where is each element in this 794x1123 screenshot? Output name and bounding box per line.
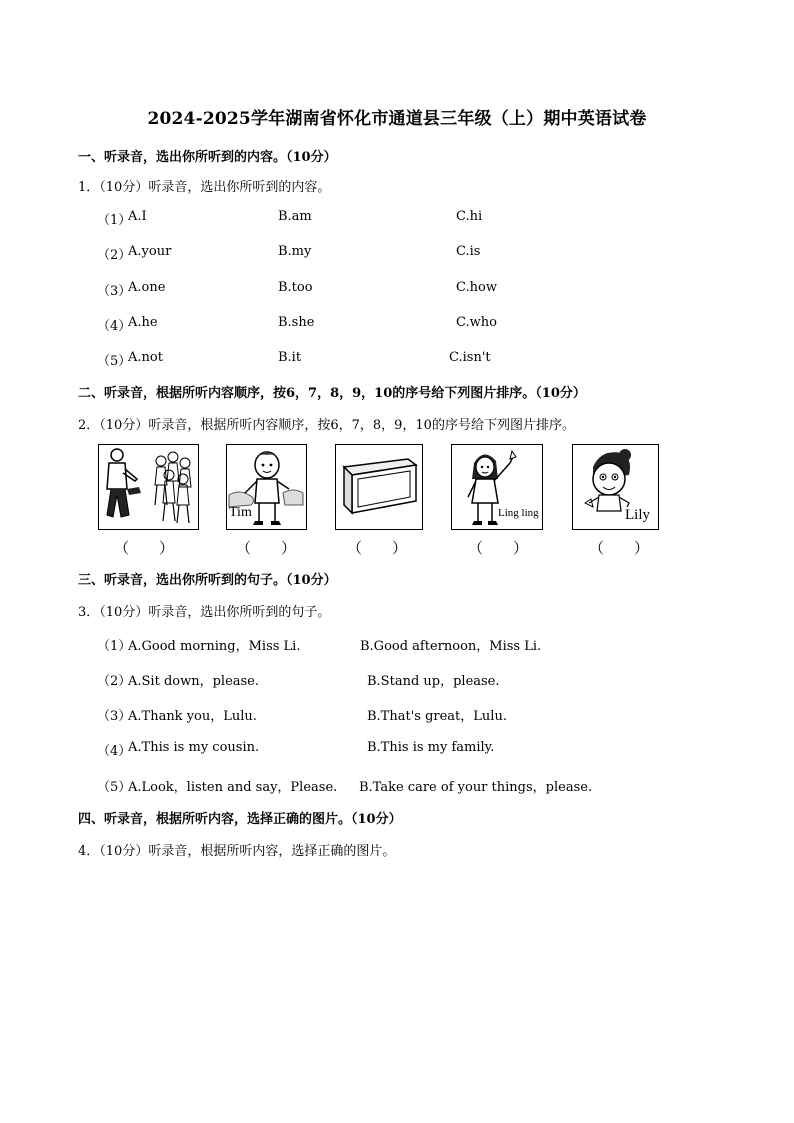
q1-item-3-option-b: B.too — [278, 280, 313, 295]
picture-pencil-box — [335, 444, 423, 530]
q1-item-5-number: （5） — [97, 354, 132, 369]
q1-item-2-option-b: B.my — [278, 244, 312, 259]
answer-blank-picture-3[interactable]: （ ） — [347, 539, 408, 557]
q1-item-3-option-c: C.how — [456, 280, 497, 295]
q3-item-1-number: （1） — [97, 639, 132, 654]
q3-item-4-number: （4） — [97, 744, 132, 759]
section-3-heading: 三、听录音，选出你所听到的句子。（10分） — [78, 573, 337, 588]
answer-blank-picture-1[interactable]: （ ） — [114, 539, 175, 557]
answer-blank-picture-4[interactable]: （ ） — [468, 539, 529, 557]
q3-item-3-number: （3） — [97, 709, 132, 724]
q1-item-5-option-a: A.not — [128, 350, 163, 365]
q1-item-4-option-a: A.he — [128, 315, 158, 330]
q1-item-2-option-a: A.your — [128, 244, 172, 259]
q1-item-4-option-b: B.she — [278, 315, 315, 330]
picture-ling-ling — [451, 444, 543, 530]
q1-item-5-option-c: C.isn't — [449, 350, 491, 365]
section-1-heading: 一、听录音，选出你所听到的内容。（10分） — [78, 150, 337, 165]
teacher-children-drawing — [99, 445, 198, 529]
question-2: 2．（10分）听录音，根据所听内容顺序，按6，7，8，9，10的序号给下列图片排序。 — [78, 418, 575, 433]
q3-item-4-option-a: A.This is my cousin. — [128, 740, 260, 755]
q1-item-1-option-b: B.am — [278, 209, 312, 224]
exam-title: 2024-2025学年湖南省怀化市通道县三年级（上）期中英语试卷 — [147, 109, 647, 129]
q1-item-4-number: （4） — [97, 319, 132, 334]
picture-label-ling-ling: Ling ling — [498, 507, 539, 519]
q3-item-3-option-a: A.Thank you，Lulu. — [128, 709, 257, 724]
section-2-heading: 二、听录音，根据所听内容顺序，按6，7，8，9，10的序号给下列图片排序。（10分） — [78, 386, 586, 401]
picture-label-tim: Tim — [229, 505, 252, 520]
q3-item-1-option-a: A.Good morning，Miss Li. — [128, 639, 301, 654]
q3-item-3-option-b: B.That's great，Lulu. — [367, 709, 507, 724]
picture-teacher-and-children — [98, 444, 199, 530]
question-3: 3．（10分）听录音，选出你所听到的句子。 — [78, 605, 331, 620]
section-4-heading: 四、听录音，根据所听内容，选择正确的图片。（10分） — [78, 812, 402, 827]
picture-lily — [572, 444, 659, 530]
picture-label-lily: Lily — [625, 507, 650, 523]
q1-item-2-option-c: C.is — [456, 244, 481, 259]
picture-tim — [226, 444, 307, 530]
q3-item-5-option-a: A.Look，listen and say，Please. — [128, 780, 338, 795]
q1-item-1-option-a: A.I — [128, 209, 147, 224]
question-1: 1．（10分）听录音，选出你所听到的内容。 — [78, 180, 331, 195]
q3-item-1-option-b: B.Good afternoon，Miss Li. — [360, 639, 542, 654]
q1-item-2-number: （2） — [97, 248, 132, 263]
q3-item-2-option-a: A.Sit down，please. — [128, 674, 260, 689]
q3-item-5-option-b: B.Take care of your things，please. — [359, 780, 593, 795]
question-4: 4．（10分）听录音，根据所听内容，选择正确的图片。 — [78, 844, 396, 859]
answer-blank-picture-5[interactable]: （ ） — [589, 539, 650, 557]
pencil-box-icon — [336, 445, 422, 529]
q1-item-3-number: （3） — [97, 284, 132, 299]
answer-blank-picture-2[interactable]: （ ） — [236, 539, 297, 557]
q1-item-3-option-a: A.one — [128, 280, 166, 295]
q3-item-2-option-b: B.Stand up，please. — [367, 674, 500, 689]
q1-item-4-option-c: C.who — [456, 315, 497, 330]
q3-item-4-option-b: B.This is my family. — [367, 740, 495, 755]
q3-item-2-number: （2） — [97, 674, 132, 689]
q3-item-5-number: （5） — [97, 780, 132, 795]
q1-item-5-option-b: B.it — [278, 350, 302, 365]
q1-item-1-option-c: C.hi — [456, 209, 483, 224]
q1-item-1-number: （1） — [97, 213, 132, 228]
